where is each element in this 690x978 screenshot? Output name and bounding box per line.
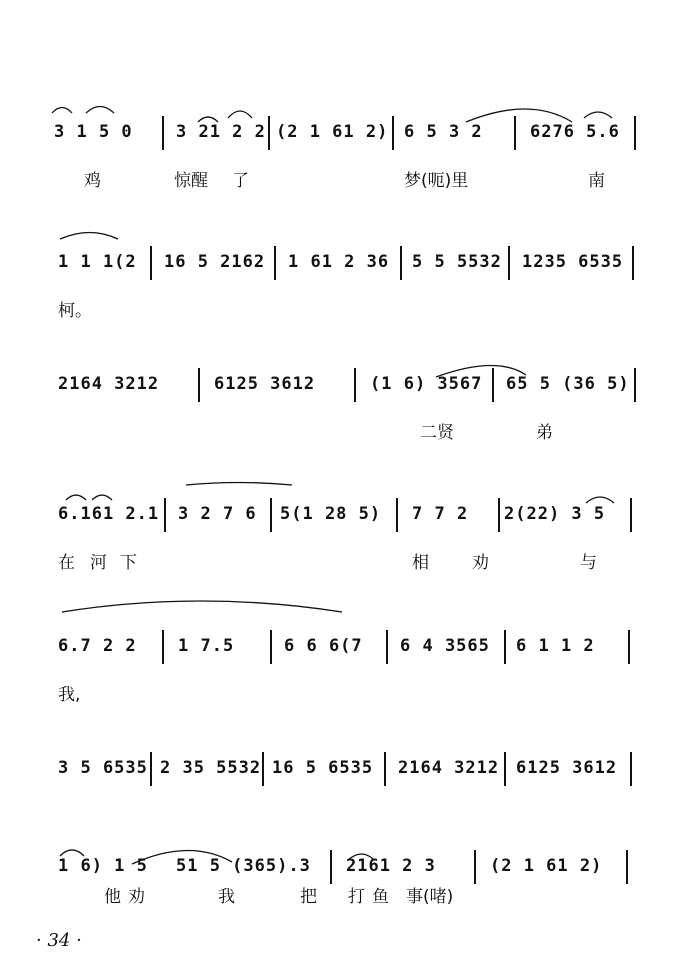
barline [630,752,632,786]
measure: 1 7.5 [178,636,235,656]
barline [150,752,152,786]
measure: 3 21 2 2 [176,122,266,142]
measure: (2 1 61 2) [490,856,603,876]
measure: 5(1 28 5) [280,504,382,524]
barline [162,630,164,664]
notation-line [0,756,690,796]
measure: 2 35 5532 [160,758,262,778]
barline [384,752,386,786]
lyric: 我 [218,887,235,907]
measure: 1 1 1(2 [58,252,137,272]
measure: 6125 3612 [214,374,316,394]
barline [392,116,394,150]
measure: 2164 3212 [398,758,500,778]
measure: 65 5 (36 5) [506,374,630,394]
measure: (2 1 61 2) [276,122,389,142]
lyric: 南 [588,171,605,191]
measure: 2161 2 3 [346,856,436,876]
lyric: 河 [90,553,107,573]
lyrics-line [0,168,690,194]
lyric: 了 [232,171,249,191]
barline [508,246,510,280]
barline [626,850,628,884]
lyrics-line [0,884,690,910]
notation-line [0,250,690,290]
barline [628,630,630,664]
lyric: 打 [348,887,365,907]
measure: (1 6) 3567 [370,374,483,394]
page-number: · 34 · [36,930,82,951]
lyric: 事(啫) [406,887,454,907]
barline [634,368,636,402]
measure: 6 1 1 2 [516,636,595,656]
barline [162,116,164,150]
barline [386,630,388,664]
lyrics-line [0,298,690,324]
barline [198,368,200,402]
barline [150,246,152,280]
measure: 7 7 2 [412,504,469,524]
notation-line [0,634,690,674]
measure: 6276 5.6 [530,122,620,142]
measure: 1 61 2 36 [288,252,390,272]
barline [330,850,332,884]
barline [504,630,506,664]
lyric: 把 [300,887,317,907]
measure: 5 5 5532 [412,252,502,272]
lyrics-line [0,550,690,576]
measure: 16 5 6535 [272,758,374,778]
lyric: 弟 [536,423,553,443]
notation-line [0,120,690,160]
measure: 6.161 2.1 [58,504,160,524]
lyric: 他 [104,887,121,907]
barline [354,368,356,402]
measure: 3 2 7 6 [178,504,257,524]
measure: 6 4 3565 [400,636,490,656]
barline [498,498,500,532]
lyric: 鱼 [372,887,389,907]
barline [492,368,494,402]
barline [396,498,398,532]
lyric: 劝 [472,553,489,573]
barline [634,116,636,150]
barline [632,246,634,280]
barline [270,630,272,664]
measure: 51 5 (365).3 [176,856,311,876]
barline [262,752,264,786]
lyrics-line [0,682,690,708]
lyrics-line [0,420,690,446]
lyric: 柯。 [58,301,92,321]
lyric: 梦(呃)里 [404,171,469,191]
measure: 3 5 6535 [58,758,148,778]
barline [630,498,632,532]
measure: 3 1 5 0 [54,122,133,142]
lyric: 下 [120,553,137,573]
barline [514,116,516,150]
barline [164,498,166,532]
measure: 1 6) 1 5 [58,856,148,876]
barline [268,116,270,150]
measure: 6125 3612 [516,758,618,778]
lyric: 相 [412,553,429,573]
barline [474,850,476,884]
barline [270,498,272,532]
lyric: 惊醒 [174,171,208,191]
measure: 1235 6535 [522,252,624,272]
measure: 2(22) 3 5 [504,504,606,524]
measure: 6 5 3 2 [404,122,483,142]
lyric: 劝 [128,887,145,907]
measure: 6 6 6(7 [284,636,363,656]
barline [504,752,506,786]
measure: 16 5 2162 [164,252,266,272]
measure: 2164 3212 [58,374,160,394]
barline [400,246,402,280]
lyric: 二贤 [420,423,454,443]
notation-line [0,372,690,412]
barline [274,246,276,280]
lyric: 在 [58,553,75,573]
measure: 6.7 2 2 [58,636,137,656]
notation-line [0,502,690,542]
lyric: 鸡 [84,171,101,191]
lyric: 我, [58,685,81,705]
lyric: 与 [580,553,597,573]
